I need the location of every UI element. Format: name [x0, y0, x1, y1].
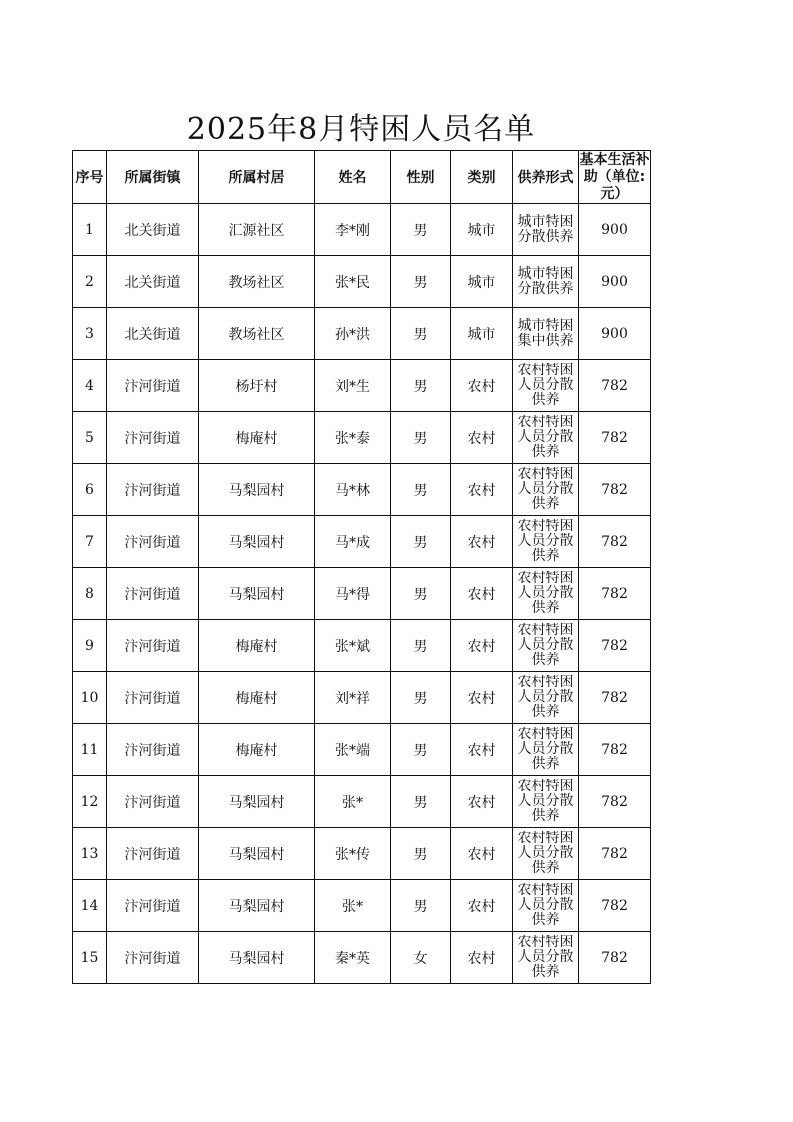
page-title: 2025年8月特困人员名单: [186, 112, 536, 147]
support-form-text: 农村特困人员分散供养: [517, 831, 574, 876]
table-row: [73, 724, 651, 776]
cell-town: 汴河街道: [107, 412, 199, 464]
support-form-text: 农村特困人员分散供养: [517, 935, 574, 980]
cell-seq: 13: [73, 828, 107, 880]
cell-gender: 男: [391, 308, 451, 360]
cell-seq: 12: [73, 776, 107, 828]
roster-table: [72, 150, 651, 984]
header-allowance: 基本生活补助（单位:元）: [579, 151, 650, 202]
cell-category: 农村: [451, 568, 513, 620]
cell-gender: 男: [391, 724, 451, 776]
cell-category: 农村: [451, 880, 513, 932]
cell-allowance: 782: [579, 828, 651, 880]
table-row: [73, 256, 651, 308]
cell-allowance: 782: [579, 672, 651, 724]
header-town: 所属街镇: [107, 151, 199, 204]
table-row: [73, 412, 651, 464]
cell-town: 汴河街道: [107, 880, 199, 932]
cell-category: 农村: [451, 464, 513, 516]
support-form-text: 农村特困人员分散供养: [517, 415, 574, 460]
cell-seq: 14: [73, 880, 107, 932]
cell-category: 农村: [451, 412, 513, 464]
cell-town: 汴河街道: [107, 932, 199, 984]
cell-town: 汴河街道: [107, 568, 199, 620]
header-category: 类别: [451, 151, 513, 204]
cell-allowance: 782: [579, 568, 651, 620]
cell-town: 北关街道: [107, 204, 199, 256]
cell-category: 城市: [451, 204, 513, 256]
cell-name: 马*林: [315, 464, 391, 516]
support-form-text: 农村特困人员分散供养: [517, 571, 574, 616]
table-body: [73, 204, 651, 984]
cell-support: [513, 204, 579, 256]
cell-town: 汴河街道: [107, 516, 199, 568]
cell-support: [513, 516, 579, 568]
cell-allowance: 782: [579, 516, 651, 568]
cell-category: 农村: [451, 828, 513, 880]
cell-gender: 男: [391, 360, 451, 412]
cell-seq: 11: [73, 724, 107, 776]
cell-support: [513, 256, 579, 308]
header-gender: 性别: [391, 151, 451, 204]
cell-support: [513, 932, 579, 984]
cell-name: 张*泰: [315, 412, 391, 464]
table-row: [73, 360, 651, 412]
cell-category: 城市: [451, 308, 513, 360]
cell-allowance: 900: [579, 204, 651, 256]
cell-gender: 男: [391, 620, 451, 672]
cell-gender: 男: [391, 256, 451, 308]
support-form-text: 农村特困人员分散供养: [517, 779, 574, 824]
cell-support: [513, 412, 579, 464]
table-row: [73, 828, 651, 880]
cell-name: 马*成: [315, 516, 391, 568]
support-form-text: 城市特困分散供养: [517, 265, 574, 297]
cell-seq: 15: [73, 932, 107, 984]
cell-allowance: 900: [579, 256, 651, 308]
cell-village: 梅庵村: [199, 412, 315, 464]
cell-village: 马梨园村: [199, 776, 315, 828]
cell-support: [513, 724, 579, 776]
cell-support: [513, 880, 579, 932]
cell-name: 张*: [315, 776, 391, 828]
cell-allowance: 782: [579, 776, 651, 828]
cell-support: [513, 776, 579, 828]
cell-seq: 8: [73, 568, 107, 620]
cell-village: 杨圩村: [199, 360, 315, 412]
cell-name: 张*: [315, 880, 391, 932]
table-row: [73, 516, 651, 568]
cell-seq: 4: [73, 360, 107, 412]
cell-gender: 男: [391, 776, 451, 828]
support-form-text: 农村特困人员分散供养: [517, 883, 574, 928]
table-row: [73, 620, 651, 672]
support-form-text: 农村特困人员分散供养: [517, 727, 574, 772]
cell-allowance: 782: [579, 464, 651, 516]
cell-gender: 男: [391, 204, 451, 256]
support-form-text: 农村特困人员分散供养: [517, 675, 574, 720]
table-row: [73, 568, 651, 620]
cell-seq: 1: [73, 204, 107, 256]
cell-seq: 2: [73, 256, 107, 308]
cell-name: 张*传: [315, 828, 391, 880]
cell-gender: 男: [391, 880, 451, 932]
cell-village: 梅庵村: [199, 620, 315, 672]
cell-village: 教场社区: [199, 256, 315, 308]
cell-allowance: 900: [579, 308, 651, 360]
cell-allowance: 782: [579, 360, 651, 412]
cell-category: 农村: [451, 932, 513, 984]
support-form-text: 农村特困人员分散供养: [517, 623, 574, 668]
cell-town: 汴河街道: [107, 360, 199, 412]
table-row: [73, 776, 651, 828]
cell-village: 马梨园村: [199, 932, 315, 984]
cell-support: [513, 568, 579, 620]
cell-category: 城市: [451, 256, 513, 308]
cell-village: 马梨园村: [199, 828, 315, 880]
cell-allowance: 782: [579, 724, 651, 776]
cell-gender: 男: [391, 672, 451, 724]
cell-name: 马*得: [315, 568, 391, 620]
cell-category: 农村: [451, 620, 513, 672]
cell-gender: 女: [391, 932, 451, 984]
cell-support: [513, 828, 579, 880]
cell-support: [513, 672, 579, 724]
cell-town: 北关街道: [107, 256, 199, 308]
cell-name: 张*斌: [315, 620, 391, 672]
cell-town: 汴河街道: [107, 724, 199, 776]
header-name: 姓名: [315, 151, 391, 204]
table-row: [73, 880, 651, 932]
cell-village: 汇源社区: [199, 204, 315, 256]
table-row: [73, 204, 651, 256]
cell-support: [513, 360, 579, 412]
cell-village: 马梨园村: [199, 516, 315, 568]
cell-allowance: 782: [579, 412, 651, 464]
cell-seq: 10: [73, 672, 107, 724]
cell-name: 刘*生: [315, 360, 391, 412]
table-row: [73, 672, 651, 724]
cell-support: [513, 308, 579, 360]
table-row: [73, 932, 651, 984]
cell-town: 汴河街道: [107, 672, 199, 724]
cell-town: 北关街道: [107, 308, 199, 360]
cell-support: [513, 620, 579, 672]
cell-seq: 3: [73, 308, 107, 360]
support-form-text: 城市特困集中供养: [517, 317, 574, 349]
cell-village: 马梨园村: [199, 464, 315, 516]
cell-name: 李*刚: [315, 204, 391, 256]
cell-allowance: 782: [579, 932, 651, 984]
cell-name: 张*端: [315, 724, 391, 776]
header-seq: 序号: [73, 151, 107, 204]
cell-village: 梅庵村: [199, 724, 315, 776]
cell-gender: 男: [391, 412, 451, 464]
cell-town: 汴河街道: [107, 620, 199, 672]
support-form-text: 农村特困人员分散供养: [517, 519, 574, 564]
cell-gender: 男: [391, 828, 451, 880]
cell-allowance: 782: [579, 880, 651, 932]
cell-village: 教场社区: [199, 308, 315, 360]
cell-seq: 6: [73, 464, 107, 516]
cell-support: [513, 464, 579, 516]
cell-category: 农村: [451, 724, 513, 776]
cell-town: 汴河街道: [107, 828, 199, 880]
cell-allowance: 782: [579, 620, 651, 672]
cell-town: 汴河街道: [107, 776, 199, 828]
table-row: [73, 308, 651, 360]
cell-name: 秦*英: [315, 932, 391, 984]
cell-seq: 5: [73, 412, 107, 464]
support-form-text: 农村特困人员分散供养: [517, 467, 574, 512]
support-form-text: 城市特困分散供养: [517, 213, 574, 245]
cell-gender: 男: [391, 464, 451, 516]
cell-name: 刘*祥: [315, 672, 391, 724]
cell-seq: 9: [73, 620, 107, 672]
cell-village: 马梨园村: [199, 568, 315, 620]
cell-gender: 男: [391, 516, 451, 568]
header-village: 所属村居: [199, 151, 315, 204]
cell-village: 马梨园村: [199, 880, 315, 932]
cell-category: 农村: [451, 672, 513, 724]
cell-village: 梅庵村: [199, 672, 315, 724]
cell-name: 张*民: [315, 256, 391, 308]
cell-gender: 男: [391, 568, 451, 620]
table-row: [73, 464, 651, 516]
cell-category: 农村: [451, 360, 513, 412]
support-form-text: 农村特困人员分散供养: [517, 363, 574, 408]
cell-name: 孙*洪: [315, 308, 391, 360]
cell-category: 农村: [451, 776, 513, 828]
header-support: 供养形式: [513, 151, 579, 204]
cell-seq: 7: [73, 516, 107, 568]
cell-town: 汴河街道: [107, 464, 199, 516]
header-row: [73, 151, 651, 204]
cell-category: 农村: [451, 516, 513, 568]
